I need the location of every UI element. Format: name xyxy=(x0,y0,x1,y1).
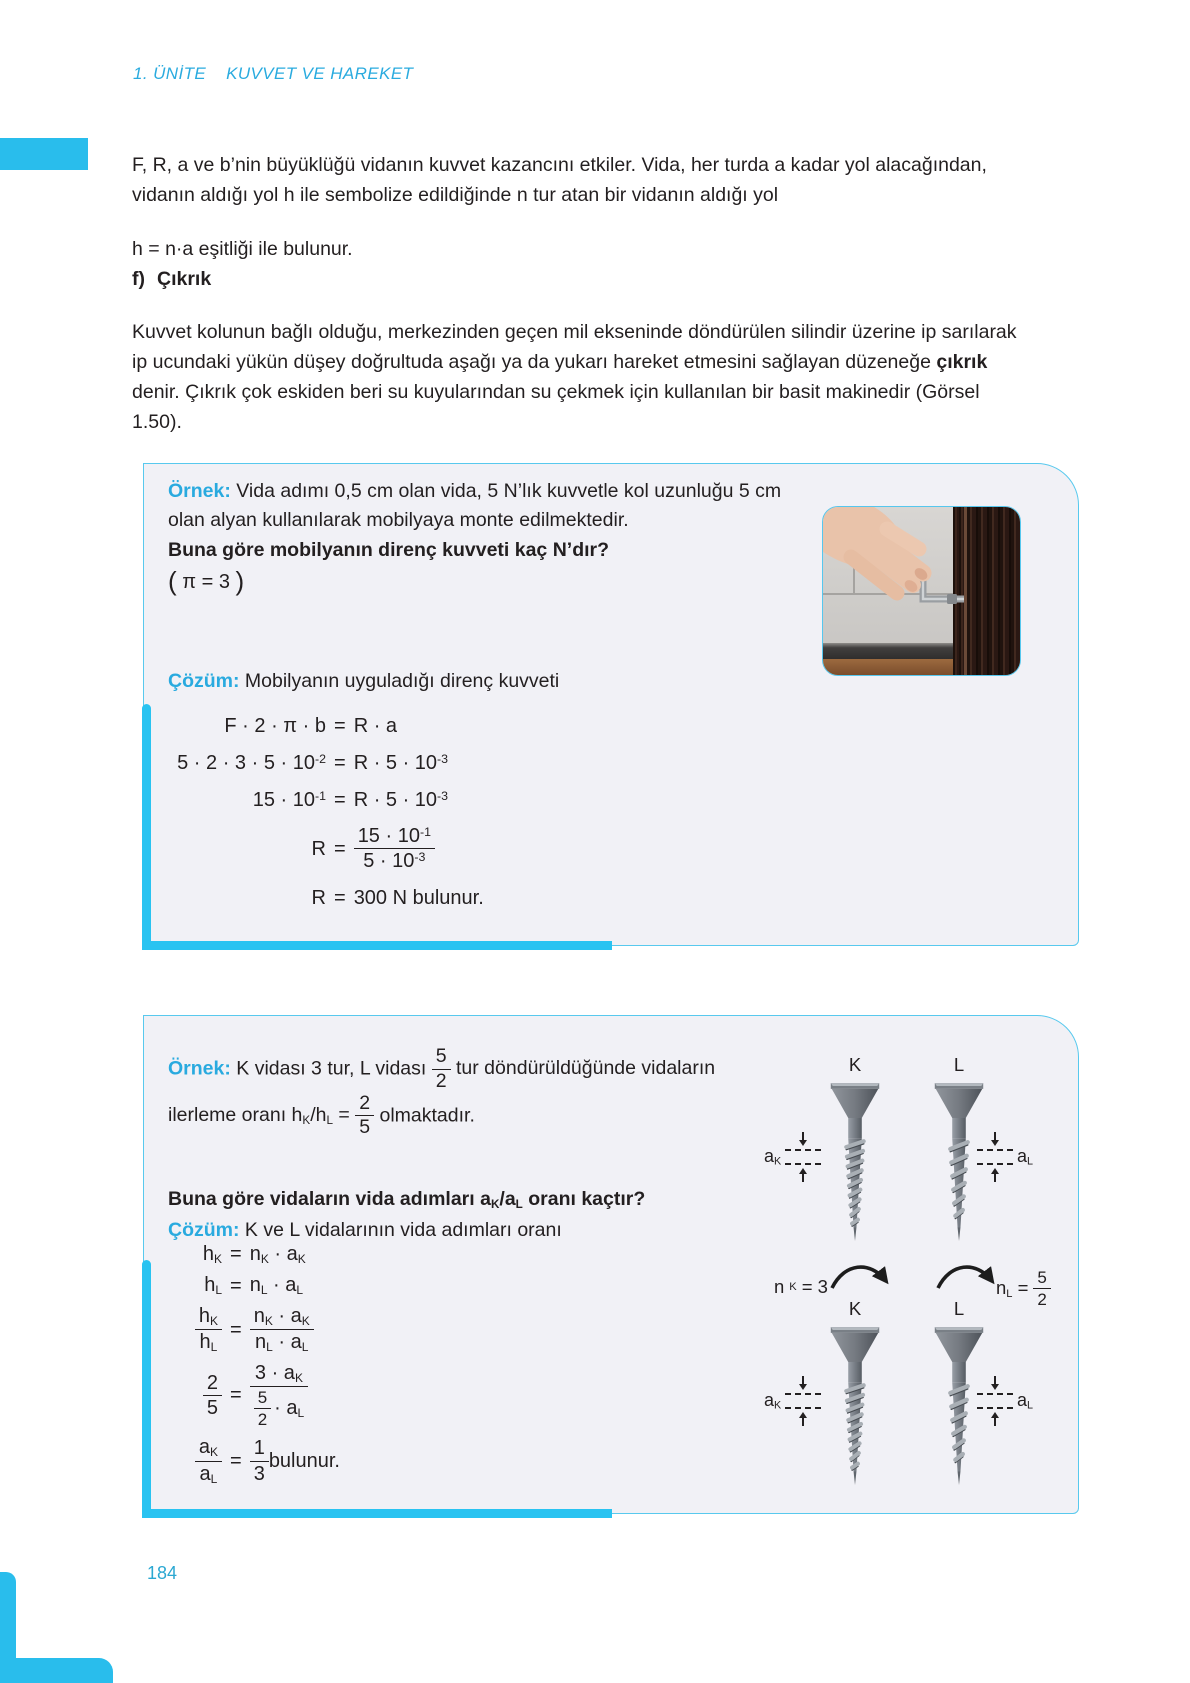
pitch-label: $a_K$ xyxy=(764,1146,782,1168)
section-paragraph xyxy=(132,317,1024,437)
accent-bar-bottom xyxy=(142,941,612,950)
fraction-numerator: $a_K$ xyxy=(195,1436,222,1461)
section-text-before: Kuvvet kolunun bağlı olduğu, merkezinden geçen mil ekseninde döndürülen silindir üzerine ip sarılarak ip ucundaki yükün düşey doğrultuda aşağı ya da yukarı hareket etmesini sağlayan düzeneğe xyxy=(132,320,1017,373)
eq-lhs xyxy=(160,1305,222,1355)
fraction-denominator: $5 \cdot 10^{-3}$ xyxy=(363,850,426,873)
measure-marks xyxy=(977,1376,1013,1426)
section-keyword: çıkrık xyxy=(936,350,988,373)
fraction-numerator: 5 xyxy=(254,1388,271,1409)
section-heading-prefix: f) xyxy=(132,268,145,290)
eq-lhs: $5 \cdot 2 \cdot 3 \cdot 5 \cdot 10^{-2}$ xyxy=(177,751,326,774)
example1-solution-line xyxy=(168,670,559,693)
pitch-label: $a_L$ xyxy=(1017,1390,1034,1412)
fraction xyxy=(195,1436,222,1486)
equation-row xyxy=(168,751,484,775)
equation-row xyxy=(160,1273,340,1297)
allen-key-icon xyxy=(923,577,964,599)
measure-marks xyxy=(977,1132,1013,1182)
example1-statement xyxy=(168,477,808,597)
pitch-measure-l-bottom xyxy=(977,1376,1033,1426)
pitch-measure-k-bottom xyxy=(764,1376,821,1426)
equation-row xyxy=(160,1362,340,1430)
unit-title: KUVVET VE HAREKET xyxy=(226,64,414,83)
fraction-denominator: 2 xyxy=(435,1069,447,1092)
equals-sign: = xyxy=(230,1384,242,1407)
example-box-2 xyxy=(143,1015,1079,1514)
page-number: 184 xyxy=(147,1563,178,1583)
fraction xyxy=(254,1388,271,1429)
pitch-label: $a_L$ xyxy=(1017,1146,1034,1168)
corner-accent-horizontal xyxy=(0,1658,113,1683)
fraction-numerator: $n_K \cdot a_K$ xyxy=(250,1305,314,1330)
example-box-1 xyxy=(143,463,1079,946)
section-text-after: denir. Çıkrık çok eskiden beri su kuyularından su çekmek için kullanılan bir basit makinedir (Görsel 1.50). xyxy=(132,380,980,433)
screw-label: K xyxy=(848,1298,862,1319)
fraction xyxy=(354,825,435,873)
paren-close: ) xyxy=(235,566,245,596)
unit-number: 1. ÜNİTE xyxy=(133,64,207,83)
pi-note xyxy=(168,567,808,597)
measure-marks xyxy=(785,1132,821,1182)
eq-rhs: $R \cdot 5 \cdot 10^{-3}$ xyxy=(353,788,449,811)
fraction-denominator: 5 xyxy=(206,1396,218,1419)
rotation-arrow-icon xyxy=(934,1258,1000,1296)
fraction-nested xyxy=(250,1362,309,1430)
equals-sign: = xyxy=(230,1274,242,1297)
fraction-numerator: $h_K$ xyxy=(195,1305,222,1330)
fraction-denominator xyxy=(250,1387,309,1429)
fraction-numerator: 5 xyxy=(432,1046,451,1070)
intro-paragraph: F, R, a ve b’nin büyüklüğü vidanın kuvvet kazancını etkiler. Vida, her turda a kadar yol alacağından, vidanın aldığı yol h ile sembolize edildiğinde n tur atan bir vidanın aldığı yol xyxy=(132,153,987,206)
eq-lhs xyxy=(160,1436,222,1486)
fraction-numerator: 2 xyxy=(355,1093,374,1117)
screw-k-icon xyxy=(824,1320,886,1495)
screw-k-icon xyxy=(824,1076,886,1251)
example2-equations xyxy=(160,1242,340,1493)
example1-text: Vida adımı 0,5 cm olan vida, 5 N’lık kuvvetle kol uzunluğu 5 cm olan alyan kullanılarak mobilyaya monte edilmektedir. xyxy=(168,480,782,531)
equation-row xyxy=(160,1436,340,1486)
solution-text: Mobilyanın uyguladığı direnç kuvveti xyxy=(239,670,560,692)
example2-statement xyxy=(168,1046,780,1139)
intro-equation: h = n·a eşitliği ile bulunur. xyxy=(132,237,353,260)
hand-and-key-illustration xyxy=(823,507,1020,675)
equation-row xyxy=(160,1242,340,1266)
chapter-header xyxy=(133,64,413,84)
equals-sign: = xyxy=(230,1243,242,1266)
screw-k-top xyxy=(824,1054,886,1251)
equals-sign: = xyxy=(334,837,346,860)
equals-sign: = xyxy=(230,1318,242,1341)
fraction-numerator: 1 xyxy=(250,1437,269,1461)
example2-question: Buna göre vidaların vida adımları $a_K/a_L$ oranı kaçtır? xyxy=(168,1188,646,1211)
fraction xyxy=(250,1437,269,1485)
eq-lhs: R xyxy=(311,837,326,860)
rotation-arrow-icon xyxy=(828,1258,894,1296)
pitch-label: $a_K$ xyxy=(764,1390,782,1412)
pitch-measure-l-top xyxy=(977,1132,1033,1182)
accent-bar-bottom xyxy=(142,1509,612,1518)
equation-row xyxy=(168,714,484,738)
allen-key-photo xyxy=(822,506,1021,676)
example2-label: Örnek: xyxy=(168,1057,231,1080)
fraction-denominator: $h_L$ xyxy=(199,1331,218,1355)
solution-text: K ve L vidalarının vida adımları oranı xyxy=(239,1219,562,1241)
solution-label: Çözüm: xyxy=(168,1219,240,1241)
screw-label: K xyxy=(848,1054,862,1075)
fraction xyxy=(355,1093,374,1140)
fraction xyxy=(203,1372,222,1420)
section-heading xyxy=(132,268,211,291)
eq-rhs: $n_K \cdot a_K$ xyxy=(249,1243,306,1266)
equals-sign: = xyxy=(334,886,346,909)
equation-row xyxy=(160,1305,340,1355)
screw-diagram xyxy=(734,1046,1074,1506)
eq-lhs: $h_K$ xyxy=(202,1243,222,1266)
example2-text-before: K vidası 3 tur, L vidası xyxy=(230,1057,432,1080)
equals-sign: = xyxy=(230,1450,242,1473)
equation-row xyxy=(168,886,484,910)
eq-lhs: $h_L$ xyxy=(204,1274,222,1298)
fraction xyxy=(250,1305,314,1355)
accent-bar-left xyxy=(142,704,151,950)
fraction-denominator: $n_L \cdot a_L$ xyxy=(255,1331,309,1355)
margin-accent-block xyxy=(0,138,88,170)
turns-k-label: n K = 3 xyxy=(774,1276,828,1297)
equation-row xyxy=(168,788,484,812)
fraction xyxy=(195,1305,222,1355)
example2-text-end: olmaktadır. xyxy=(374,1104,475,1127)
screw-label: L xyxy=(953,1298,965,1319)
equals-sign: = xyxy=(334,715,346,737)
example1-equations xyxy=(168,714,484,923)
fraction-denominator: 5 xyxy=(359,1116,371,1139)
fraction xyxy=(1033,1268,1050,1309)
eq-lhs: $15 \cdot 10^{-1}$ xyxy=(252,788,326,811)
paren-open: ( xyxy=(168,566,177,596)
turns-l-prefix: $n_L$ = xyxy=(996,1277,1029,1300)
eq-lhs xyxy=(160,1372,222,1420)
example2-text-after: tur döndürüldüğünde vidaların ilerleme oranı $h_K/h_L$ = xyxy=(168,1057,716,1128)
fraction-numerator: $3 \cdot a_K$ xyxy=(250,1362,309,1387)
section-heading-text: Çıkrık xyxy=(157,268,212,290)
fraction-denominator: 3 xyxy=(253,1462,265,1485)
fraction-denominator: $a_L$ xyxy=(199,1462,218,1486)
fraction xyxy=(432,1046,451,1093)
solution-label: Çözüm: xyxy=(168,670,240,692)
example1-question: Buna göre mobilyanın direnç kuvveti kaç N’dır? xyxy=(168,539,610,561)
denominator-suffix: · $a_L$ xyxy=(274,1396,305,1420)
fraction-denominator: 2 xyxy=(257,1410,268,1430)
screw-k-bottom xyxy=(824,1298,886,1495)
fraction-numerator: 5 xyxy=(1033,1268,1050,1289)
turns-l-label xyxy=(996,1268,1051,1309)
screw-label: L xyxy=(953,1054,965,1075)
pi-value: π = 3 xyxy=(176,571,236,593)
example1-label: Örnek: xyxy=(168,480,231,502)
eq-lhs: R xyxy=(311,886,326,909)
equals-sign: = xyxy=(334,789,346,811)
equation-row xyxy=(168,825,484,873)
accent-bar-left xyxy=(142,1260,151,1518)
equals-sign: = xyxy=(334,752,346,774)
eq-rhs: 300 N bulunur. xyxy=(353,886,484,909)
eq-rhs: $n_L \cdot a_L$ xyxy=(249,1274,304,1298)
hand-icon xyxy=(823,507,930,594)
eq-rhs: R · a xyxy=(353,715,398,737)
fraction-denominator: 2 xyxy=(1037,1290,1047,1310)
fraction-numerator: 2 xyxy=(203,1372,222,1396)
pitch-measure-k-top xyxy=(764,1132,821,1182)
eq-rhs: $R \cdot 5 \cdot 10^{-3}$ xyxy=(353,751,449,774)
fraction-numerator: $15 \cdot 10^{-1}$ xyxy=(354,825,435,849)
example2-solution-line xyxy=(168,1219,562,1242)
measure-marks xyxy=(785,1376,821,1426)
eq-suffix: bulunur. xyxy=(268,1450,340,1473)
eq-lhs: F · 2 · π · b xyxy=(224,715,326,737)
